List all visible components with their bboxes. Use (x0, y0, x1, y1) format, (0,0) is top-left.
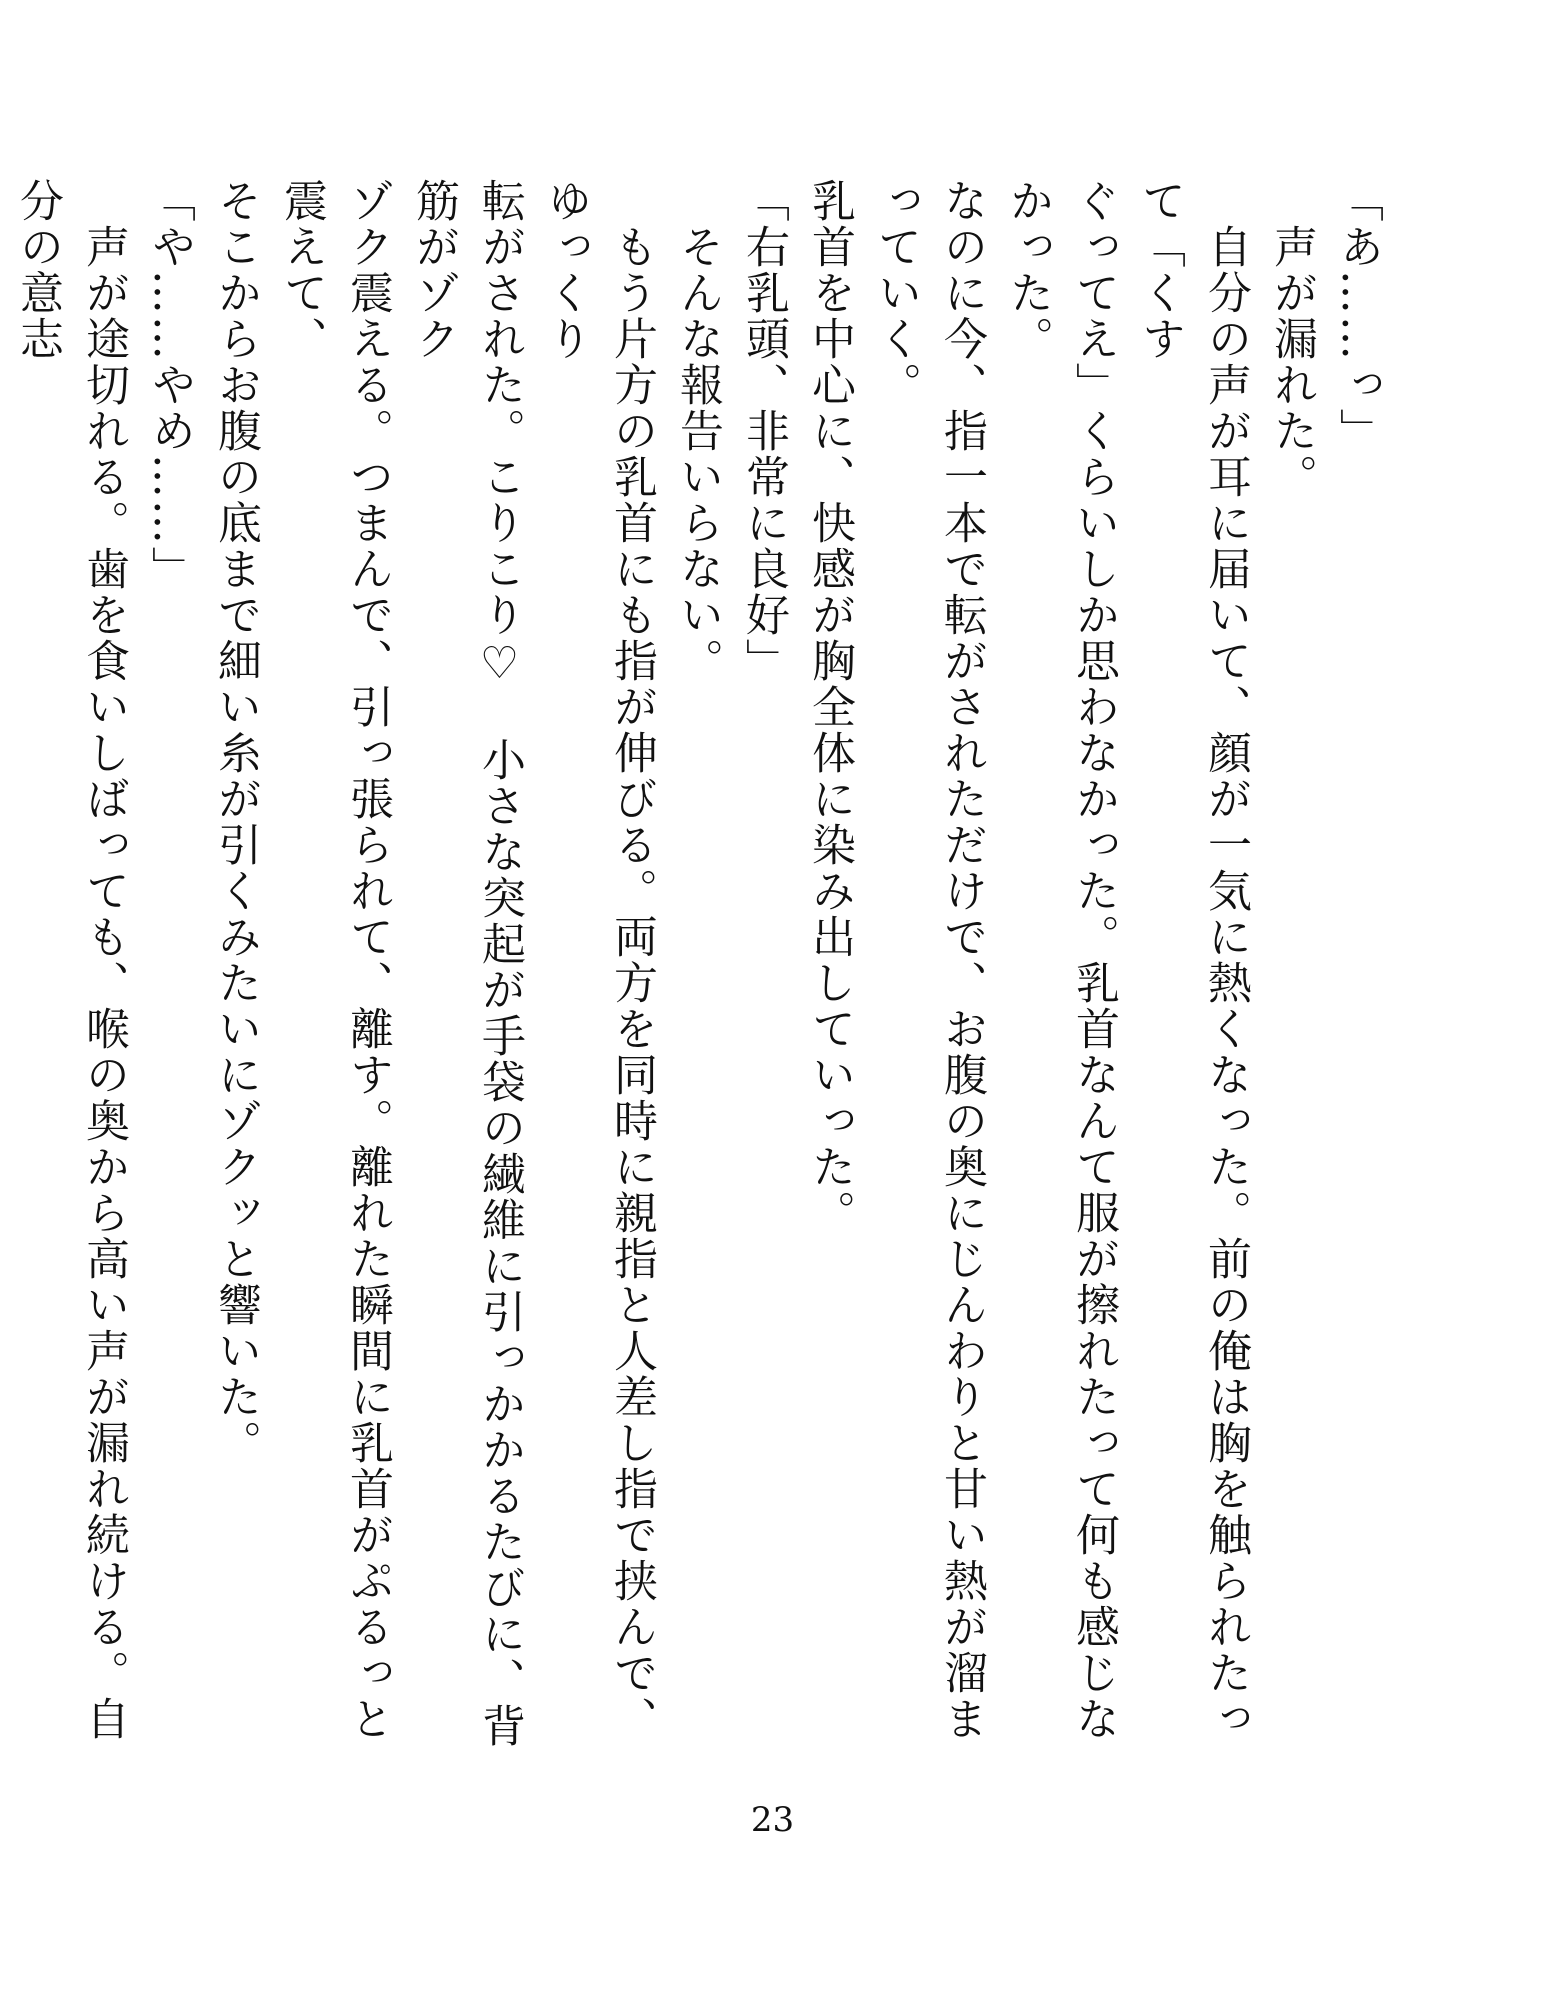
text-line: 「右乳頭、非常に良好」 (738, 178, 789, 684)
text-line: ゾク震える。つまんで、引っ張られて、離す。離れた瞬間に乳首がぷるっと震えて、 (276, 178, 393, 1742)
vertical-text-body (12, 178, 1390, 1778)
text-line: 「や……やめ……」 (144, 178, 195, 592)
text-line: 声が漏れた。 (1266, 178, 1317, 500)
text-line: 「あ……っ」 (1332, 178, 1383, 454)
text-line: 乳首を中心に、快感が胸全体に染み出していった。 (804, 178, 855, 1236)
text-line: ぐってえ」くらいしか思わなかった。乳首なんて服が擦れたって何も感じなかった。 (1002, 178, 1119, 1742)
text-line: 声が途切れる。歯を食いしばっても、喉の奥から高い声が漏れ続ける。自分の意志 (12, 178, 129, 1742)
page-number: 23 (750, 1800, 795, 1840)
text-line: もう片方の乳首にも指が伸びる。両方を同時に親指と人差し指で挟んで、ゆっくり (540, 178, 657, 1742)
text-line: なのに今、指一本で転がされただけで、お腹の奥にじんわりと甘い熱が溜まっていく。 (870, 178, 987, 1742)
text-line: 自分の声が耳に届いて、顔が一気に熱くなった。前の俺は胸を触られたって「くす (1134, 178, 1251, 1742)
text-line: そこからお腹の底まで細い糸が引くみたいにゾクッと響いた。 (210, 178, 261, 1466)
text-line: そんな報告いらない。 (672, 178, 723, 684)
text-line (0, 178, 4, 1778)
text-line: 転がされた。こりこり♡ 小さな突起が手袋の繊維に引っかかるたびに、背筋がゾク (408, 178, 525, 1749)
